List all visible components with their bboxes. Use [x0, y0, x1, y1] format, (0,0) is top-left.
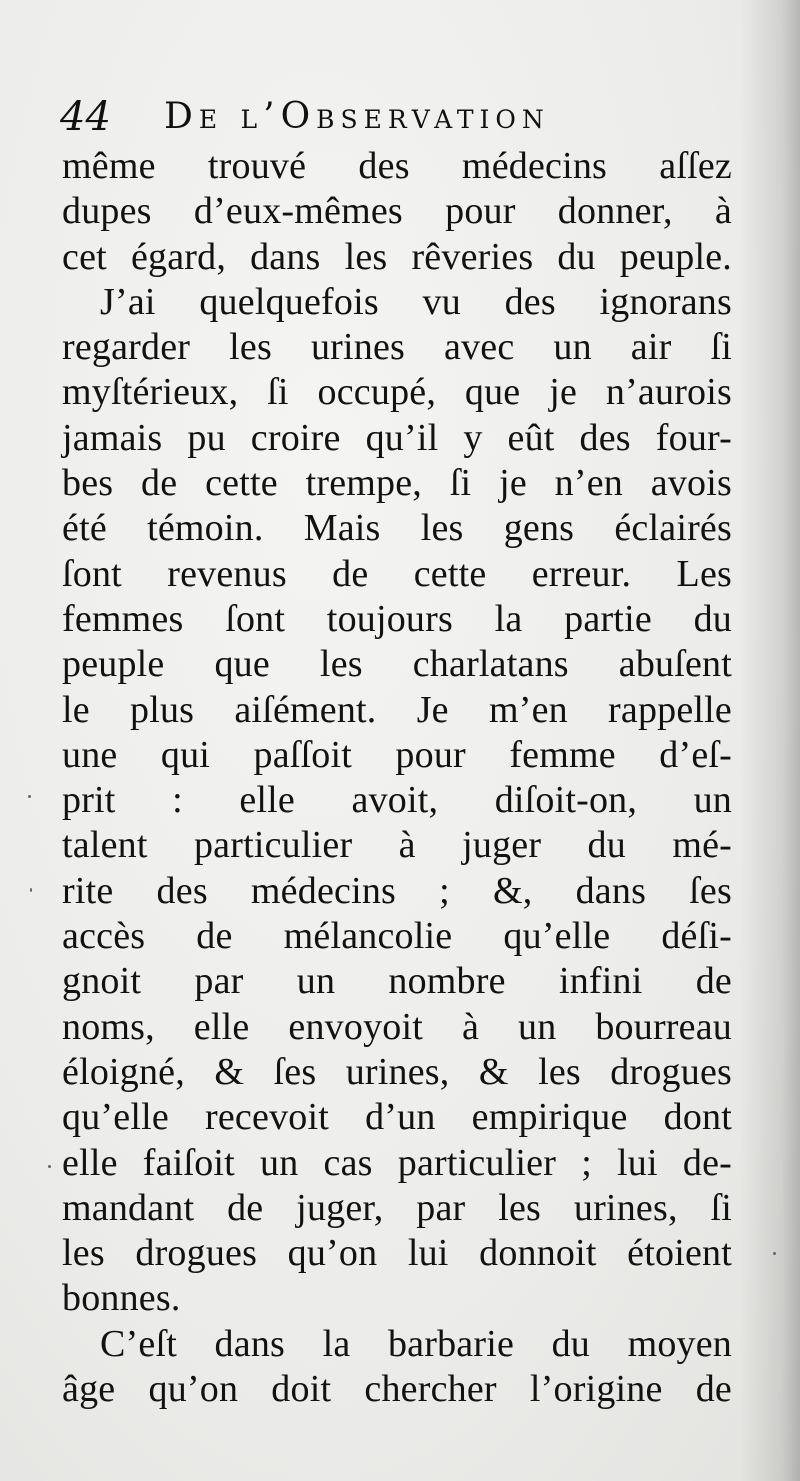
text-line: éloigné, & ſes urines, & les drogues	[62, 1050, 732, 1093]
text-line: même trouvé des médecins aſſez	[62, 145, 732, 187]
text-line: dupes d’eux-mêmes pour donner, à	[62, 190, 732, 233]
text-line: le plus aiſément. Je m’en rappelle	[62, 688, 732, 731]
text-line: bonnes.	[62, 1277, 181, 1320]
running-title: De l’Observation	[164, 96, 550, 137]
text-line: cet égard, dans les rêveries du peuple.	[62, 235, 732, 278]
text-line: myſtérieux, ſi occupé, que je n’aurois	[62, 371, 732, 414]
page-edge-shadow	[740, 0, 800, 1481]
ink-speck	[773, 1252, 776, 1255]
text-line: noms, elle envoyoit à un bourreau	[62, 1005, 732, 1048]
text-line: C’eſt dans la barbarie du moyen	[100, 1322, 732, 1365]
ink-speck	[30, 888, 32, 892]
text-line: gnoit par un nombre infini de	[62, 960, 732, 1003]
text-line: talent particulier à juger du mé-	[62, 824, 732, 867]
text-line: ſont revenus de cette erreur. Les	[62, 552, 732, 595]
text-line: mandant de juger, par les urines, ſi	[62, 1186, 732, 1229]
text-line: femmes ſont toujours la partie du	[62, 597, 732, 640]
text-line: jamais pu croire qu’il y eût des four-	[62, 416, 732, 459]
text-line: bes de cette trempe, ſi je n’en avois	[62, 462, 732, 505]
ink-speck	[48, 1165, 51, 1168]
text-line: J’ai quelquefois vu des ignorans	[100, 280, 732, 323]
body-text	[62, 144, 732, 1412]
text-line: elle faiſoit un cas particulier ; lui de-	[62, 1141, 732, 1184]
text-line: les drogues qu’on lui donnoit étoient	[62, 1232, 732, 1275]
text-line: accès de mélancolie qu’elle déſi-	[62, 915, 732, 958]
page-number: 44	[60, 94, 111, 140]
text-line: regarder les urines avec un air ſi	[62, 326, 732, 369]
text-line: rite des médecins ; &, dans ſes	[62, 869, 732, 912]
text-line: été témoin. Mais les gens éclairés	[62, 507, 732, 550]
text-line: prit : elle avoit, diſoit-on, un	[62, 779, 732, 822]
text-line: âge qu’on doit chercher l’origine de	[62, 1368, 732, 1411]
page-header	[60, 92, 720, 142]
text-line: qu’elle recevoit d’un empirique dont	[62, 1096, 732, 1139]
text-line: peuple que les charlatans abuſent	[62, 643, 732, 686]
ink-speck	[28, 795, 31, 798]
text-line: une qui paſſoit pour femme d’eſ-	[62, 733, 732, 776]
